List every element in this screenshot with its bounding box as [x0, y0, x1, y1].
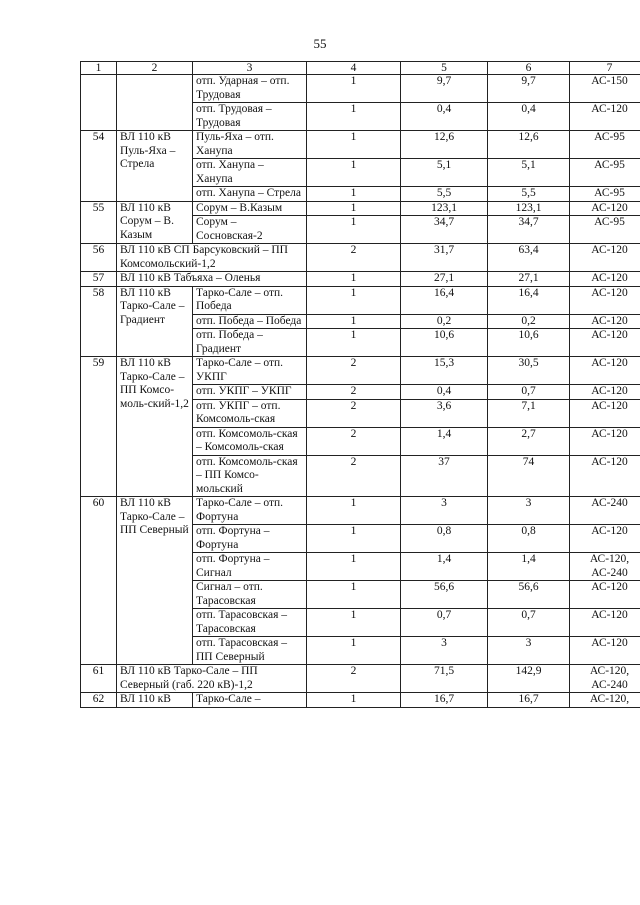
section-name: отп. Комсомоль-ская – Комсомоль-ская — [193, 427, 307, 455]
column-header: 6 — [488, 62, 570, 75]
circuit-length: 34,7 — [488, 216, 570, 244]
table-row — [81, 357, 640, 385]
route-length: 10,6 — [401, 329, 488, 357]
circuit-count: 1 — [307, 187, 401, 202]
wire-grade: АС-120, АС-240 — [570, 553, 640, 581]
section-name: Пуль-Яха – отп. Ханупа — [193, 131, 307, 159]
route-length: 123,1 — [401, 201, 488, 216]
circuit-length: 16,4 — [488, 286, 570, 314]
circuit-count: 1 — [307, 553, 401, 581]
section-name: отп. Трудовая – Трудовая — [193, 103, 307, 131]
wire-grade: АС-120 — [570, 609, 640, 637]
wire-grade: АС-120 — [570, 399, 640, 427]
row-number: 54 — [81, 131, 117, 202]
circuit-length: 142,9 — [488, 665, 570, 693]
route-length: 0,2 — [401, 314, 488, 329]
wire-grade: АС-95 — [570, 131, 640, 159]
wire-grade: АС-120 — [570, 427, 640, 455]
circuit-count: 2 — [307, 357, 401, 385]
circuit-length: 9,7 — [488, 75, 570, 103]
line-name: ВЛ 110 кВ СП Барсуковский – ПП Комсомольский-1,2 — [117, 244, 307, 272]
route-length: 27,1 — [401, 272, 488, 287]
circuit-count: 2 — [307, 244, 401, 272]
circuit-count: 1 — [307, 609, 401, 637]
circuit-count: 2 — [307, 455, 401, 497]
route-length: 34,7 — [401, 216, 488, 244]
route-length: 16,4 — [401, 286, 488, 314]
table-row — [81, 201, 640, 216]
circuit-count: 1 — [307, 103, 401, 131]
section-name: отп. УКПГ – отп. Комсомоль-ская — [193, 399, 307, 427]
circuit-length: 2,7 — [488, 427, 570, 455]
circuit-count: 1 — [307, 131, 401, 159]
row-number: 62 — [81, 693, 117, 708]
section-name: Тарко-Сале – — [193, 693, 307, 708]
column-header: 3 — [193, 62, 307, 75]
line-name: ВЛ 110 кВ Тарко-Сале – ПП Северный (габ. 220 кВ)-1,2 — [117, 665, 307, 693]
circuit-count: 1 — [307, 637, 401, 665]
row-number — [81, 75, 117, 131]
circuit-count: 1 — [307, 286, 401, 314]
route-length: 37 — [401, 455, 488, 497]
row-number: 58 — [81, 286, 117, 357]
line-name: ВЛ 110 кВ Сорум – В. Казым — [117, 201, 193, 244]
circuit-length: 56,6 — [488, 581, 570, 609]
route-length: 5,1 — [401, 159, 488, 187]
circuit-length: 3 — [488, 637, 570, 665]
wire-grade: АС-120 — [570, 272, 640, 287]
column-header: 2 — [117, 62, 193, 75]
route-length: 0,4 — [401, 103, 488, 131]
row-number: 60 — [81, 497, 117, 665]
wire-grade: АС-120 — [570, 201, 640, 216]
route-length: 1,4 — [401, 427, 488, 455]
route-length: 12,6 — [401, 131, 488, 159]
wire-grade: АС-120 — [570, 329, 640, 357]
circuit-count: 1 — [307, 159, 401, 187]
section-name: отп. Победа – Градиент — [193, 329, 307, 357]
section-name: Сигнал – отп. Тарасовская — [193, 581, 307, 609]
wire-grade: АС-120 — [570, 286, 640, 314]
table-row — [81, 665, 640, 693]
wire-grade: АС-120 — [570, 357, 640, 385]
route-length: 71,5 — [401, 665, 488, 693]
wire-grade: АС-120, АС-240 — [570, 665, 640, 693]
section-name: отп. Тарасовская – Тарасовская — [193, 609, 307, 637]
column-header: 4 — [307, 62, 401, 75]
wire-grade: АС-120 — [570, 385, 640, 400]
section-name: Тарко-Сале – отп. Победа — [193, 286, 307, 314]
section-name: отп. Тарасовская – ПП Северный — [193, 637, 307, 665]
column-header: 1 — [81, 62, 117, 75]
circuit-length: 3 — [488, 497, 570, 525]
circuit-length: 30,5 — [488, 357, 570, 385]
row-number: 57 — [81, 272, 117, 287]
circuit-count: 2 — [307, 427, 401, 455]
circuit-count: 1 — [307, 201, 401, 216]
circuit-length: 74 — [488, 455, 570, 497]
circuit-length: 0,4 — [488, 103, 570, 131]
circuit-length: 10,6 — [488, 329, 570, 357]
circuit-count: 1 — [307, 329, 401, 357]
wire-grade: АС-95 — [570, 216, 640, 244]
section-name: Тарко-Сале – отп. Фортуна — [193, 497, 307, 525]
wire-grade: АС-120 — [570, 455, 640, 497]
route-length: 3 — [401, 497, 488, 525]
route-length: 16,7 — [401, 693, 488, 708]
wire-grade: АС-120 — [570, 314, 640, 329]
section-name: Сорум – Сосновская-2 — [193, 216, 307, 244]
line-name: ВЛ 110 кВ Тарко-Сале – ПП Северный — [117, 497, 193, 665]
line-name: ВЛ 110 кВ — [117, 693, 193, 708]
wire-grade: АС-120 — [570, 103, 640, 131]
section-name: отп. Фортуна – Фортуна — [193, 525, 307, 553]
route-length: 56,6 — [401, 581, 488, 609]
page-number: 55 — [313, 36, 327, 51]
table-row — [81, 286, 640, 314]
circuit-length: 12,6 — [488, 131, 570, 159]
circuit-length: 16,7 — [488, 693, 570, 708]
table-row — [81, 497, 640, 525]
circuit-count: 1 — [307, 693, 401, 708]
circuit-count: 1 — [307, 581, 401, 609]
circuit-count: 1 — [307, 75, 401, 103]
wire-grade: АС-95 — [570, 187, 640, 202]
wire-grade: АС-150 — [570, 75, 640, 103]
line-name: ВЛ 110 кВ Пуль-Яха – Стрела — [117, 131, 193, 202]
wire-grade: АС-120 — [570, 581, 640, 609]
wire-grade: АС-95 — [570, 159, 640, 187]
wire-grade: АС-120 — [570, 525, 640, 553]
circuit-length: 0,7 — [488, 609, 570, 637]
circuit-count: 2 — [307, 399, 401, 427]
circuit-length: 1,4 — [488, 553, 570, 581]
row-number: 59 — [81, 357, 117, 497]
circuit-length: 5,5 — [488, 187, 570, 202]
power-lines-table — [80, 61, 640, 708]
section-name: отп. УКПГ – УКПГ — [193, 385, 307, 400]
section-name: Сорум – В.Казым — [193, 201, 307, 216]
circuit-length: 0,8 — [488, 525, 570, 553]
circuit-length: 0,2 — [488, 314, 570, 329]
circuit-length: 7,1 — [488, 399, 570, 427]
route-length: 1,4 — [401, 553, 488, 581]
line-name: ВЛ 110 кВ Табъяха – Оленья — [117, 272, 307, 287]
route-length: 15,3 — [401, 357, 488, 385]
section-name: отп. Ханупа – Ханупа — [193, 159, 307, 187]
circuit-count: 2 — [307, 665, 401, 693]
circuit-length: 63,4 — [488, 244, 570, 272]
circuit-count: 1 — [307, 272, 401, 287]
route-length: 0,4 — [401, 385, 488, 400]
table-row — [81, 693, 640, 708]
route-length: 9,7 — [401, 75, 488, 103]
section-name: отп. Победа – Победа — [193, 314, 307, 329]
table-header-row — [81, 62, 640, 75]
wire-grade: АС-120 — [570, 637, 640, 665]
column-header: 5 — [401, 62, 488, 75]
section-name: отп. Ханупа – Стрела — [193, 187, 307, 202]
row-number: 55 — [81, 201, 117, 244]
route-length: 3,6 — [401, 399, 488, 427]
circuit-count: 1 — [307, 497, 401, 525]
route-length: 0,7 — [401, 609, 488, 637]
route-length: 0,8 — [401, 525, 488, 553]
table-row — [81, 244, 640, 272]
column-header: 7 — [570, 62, 640, 75]
circuit-length: 0,7 — [488, 385, 570, 400]
row-number: 56 — [81, 244, 117, 272]
section-name: Тарко-Сале – отп. УКПГ — [193, 357, 307, 385]
circuit-length: 27,1 — [488, 272, 570, 287]
circuit-count: 1 — [307, 525, 401, 553]
wire-grade: АС-120, — [570, 693, 640, 708]
route-length: 31,7 — [401, 244, 488, 272]
line-name — [117, 75, 193, 131]
circuit-count: 1 — [307, 314, 401, 329]
section-name: отп. Комсомоль-ская – ПП Комсо-мольский — [193, 455, 307, 497]
circuit-length: 5,1 — [488, 159, 570, 187]
route-length: 5,5 — [401, 187, 488, 202]
route-length: 3 — [401, 637, 488, 665]
circuit-length: 123,1 — [488, 201, 570, 216]
table-row — [81, 272, 640, 287]
section-name: отп. Ударная – отп. Трудовая — [193, 75, 307, 103]
line-name: ВЛ 110 кВ Тарко-Сале – Градиент — [117, 286, 193, 357]
wire-grade: АС-240 — [570, 497, 640, 525]
row-number: 61 — [81, 665, 117, 693]
table-row — [81, 75, 640, 103]
wire-grade: АС-120 — [570, 244, 640, 272]
section-name: отп. Фортуна – Сигнал — [193, 553, 307, 581]
line-name: ВЛ 110 кВ Тарко-Сале – ПП Комсо-моль-ский-1,2 — [117, 357, 193, 497]
circuit-count: 2 — [307, 385, 401, 400]
circuit-count: 1 — [307, 216, 401, 244]
table-row — [81, 131, 640, 159]
